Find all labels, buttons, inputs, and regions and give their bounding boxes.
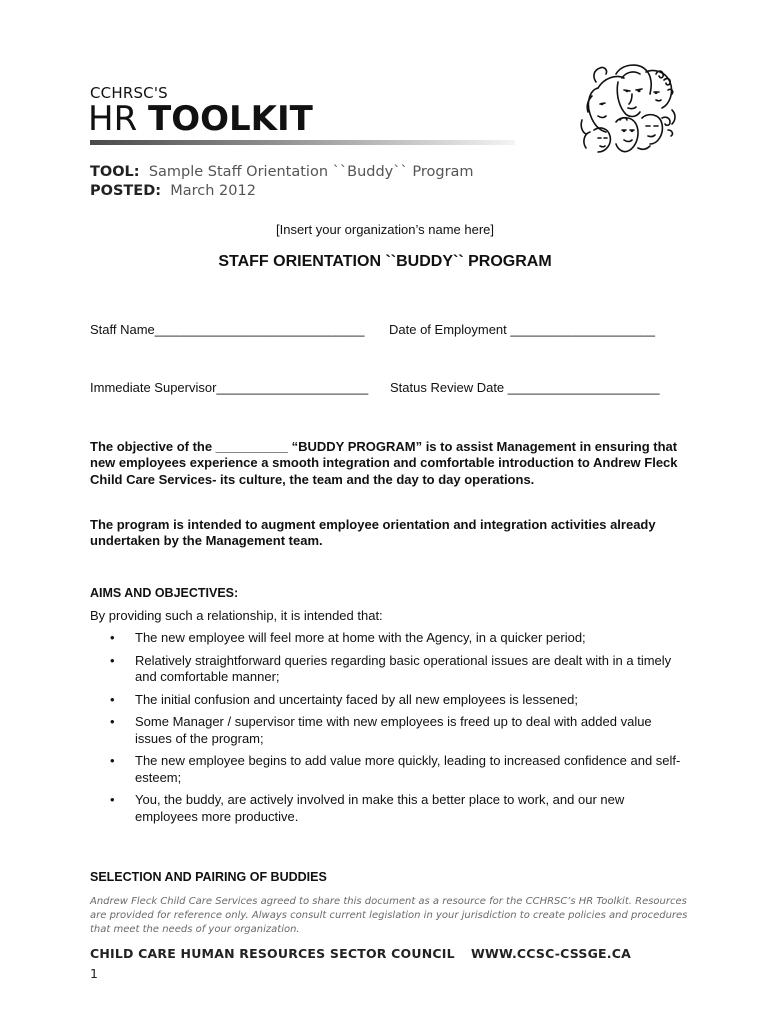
bullet-icon: • (110, 753, 115, 768)
toolkit-title-bold: TOOLKIT (148, 99, 313, 139)
list-item (108, 792, 683, 825)
org-name: CCHRSC'S (90, 84, 168, 102)
objective-paragraph: The objective of the __________ “BUDDY PROGRAM” is to assist Management in ensuring that new employees experience a smooth integration and comfortable introduction to Andrew Fleck Child Care Services- its culture, the team and the day to day operations. (90, 439, 678, 487)
list-item-text: Relatively straightforward queries regarding basic operational issues are dealt with in a timely and comfortable manner; (135, 652, 672, 684)
list-item (108, 753, 683, 786)
bullet-icon: • (110, 792, 115, 807)
aims-intro: By providing such a relationship, it is intended that: (90, 608, 383, 623)
bullet-icon: • (110, 691, 115, 707)
selection-heading: SELECTION AND PAIRING OF BUDDIES (90, 870, 327, 884)
document-heading: STAFF ORIENTATION ``BUDDY`` PROGRAM (218, 253, 552, 270)
staff-name-field: Staff Name_____________________________ (90, 322, 365, 337)
toolkit-title (88, 99, 313, 139)
program-paragraph: The program is intended to augment employee orientation and integration activities already undertaken by the Management team. (90, 517, 656, 549)
list-item (108, 714, 683, 747)
bullet-icon: • (110, 714, 115, 729)
list-item (108, 653, 683, 686)
immediate-supervisor-field: Immediate Supervisor_____________________ (90, 380, 369, 395)
list-item (108, 630, 683, 647)
list-item-text: Some Manager / supervisor time with new employees is freed up to deal with added value issues of the program; (135, 714, 652, 746)
list-item-text: The new employee begins to add value more quickly, leading to increased confidence and self-esteem; (135, 753, 681, 785)
list-item-text: You, the buddy, are actively involved in make this a better place to work, and our new employees more productive. (135, 792, 625, 824)
toolkit-title-regular: HR (88, 99, 148, 139)
aims-list (108, 630, 683, 831)
status-review-date-field: Status Review Date _____________________ (390, 380, 660, 395)
footer-website: WWW.CCSC-CSSGE.CA (471, 946, 631, 961)
aims-heading: AIMS AND OBJECTIVES: (90, 586, 239, 600)
insert-org-placeholder: [Insert your organization’s name here] (276, 222, 494, 237)
footer-council-name: CHILD CARE HUMAN RESOURCES SECTOR COUNCIL (90, 946, 455, 961)
tool-label: TOOL: (90, 164, 140, 180)
tool-line (90, 164, 474, 180)
list-item (108, 692, 683, 709)
list-item-text: The initial confusion and uncertainty faced by all new employees is lessened; (135, 691, 578, 707)
bullet-icon: • (110, 652, 115, 668)
tool-value: Sample Staff Orientation ``Buddy`` Program (148, 164, 474, 180)
bullet-icon: • (110, 630, 115, 645)
title-underline-rule (90, 140, 515, 145)
page-number: 1 (90, 966, 98, 981)
posted-value: March 2012 (170, 183, 256, 199)
disclaimer-text: Andrew Fleck Child Care Services agreed to share this document as a resource for the CCHRSC’s HR Toolkit. Resources are provided for reference only. Always consult current legislation in your jurisdiction to create policies and procedures that meet the needs of your organization. (90, 896, 688, 935)
faces-illustration-icon (576, 60, 680, 154)
posted-line (90, 183, 256, 199)
posted-label: POSTED: (90, 183, 162, 199)
date-of-employment-field: Date of Employment ____________________ (389, 322, 655, 337)
list-item-text: The new employee will feel more at home with the Agency, in a quicker period; (135, 630, 586, 645)
